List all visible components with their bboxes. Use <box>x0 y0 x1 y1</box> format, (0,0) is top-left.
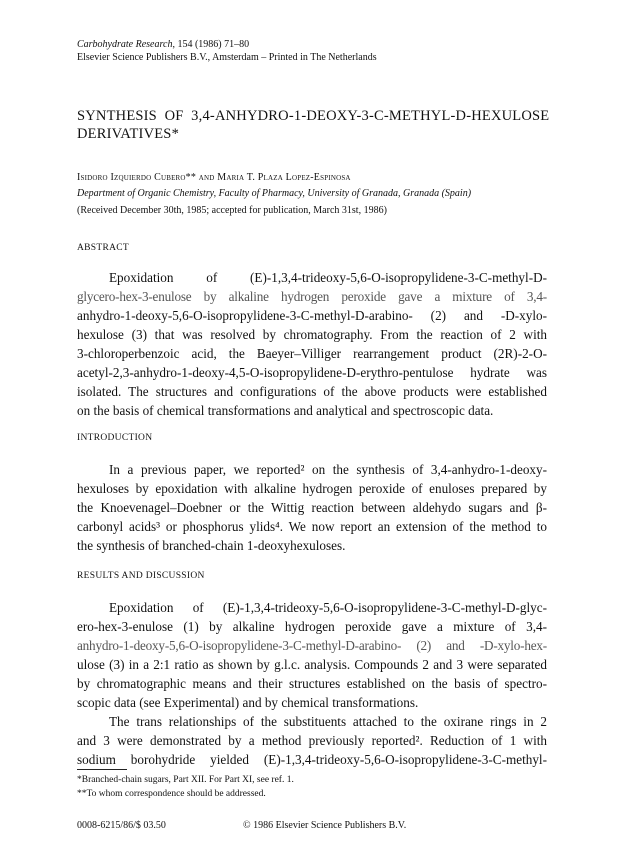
article-title <box>77 107 557 143</box>
footnote-1: *Branched-chain sugars, Part XII. For Part XI, see ref. 1. <box>77 775 294 785</box>
results-line: anhydro-1-deoxy-5,6-O-isopropylidene-3-C-methyl-D-arabino- (2) and -D-xylo-hex- <box>77 638 547 653</box>
journal-volume: , 154 (1986) 71–80 <box>172 39 250 50</box>
copyright-notice: © 1986 Elsevier Science Publishers B.V. <box>243 820 407 831</box>
results-body <box>77 598 547 769</box>
intro-line: the Knoevenagel–Doebner or the Wittig reaction between aldehydo sugars and β- <box>77 500 547 515</box>
results-line: by chromatographic means and their structures established on the basis of spectro- <box>77 676 547 691</box>
results-line: and 3 were demonstrated by a method previously reported². Reduction of 1 with <box>77 733 547 748</box>
results-line: sodium borohydride yielded (E)-1,3,4-trideoxy-5,6-O-isopropylidene-3-C-methyl- <box>77 752 547 767</box>
introduction-heading: INTRODUCTION <box>77 433 153 443</box>
abstract-line: glycero-hex-3-enulose by alkaline hydrogen peroxide gave a mixture of 3,4- <box>77 289 547 304</box>
abstract-line: acetyl-2,3-anhydro-1-deoxy-4,5-O-isopropylidene-D-erythro-pentulose hydrate was <box>77 365 547 380</box>
results-line: Epoxidation of (E)-1,3,4-trideoxy-5,6-O-isopropylidene-3-C-methyl-D-glyc- <box>109 600 547 615</box>
title-line-2: DERIVATIVES* <box>77 126 180 142</box>
results-line: ulose (3) in a 2:1 ratio as shown by g.l.c. analysis. Compounds 2 and 3 were separated <box>77 657 547 672</box>
abstract-body <box>77 268 547 420</box>
authors: Isidoro Izquierdo Cubero** and Maria T. Plaza Lopez-Espinosa <box>77 172 351 183</box>
intro-line: the synthesis of branched-chain 1-deoxyhexuloses. <box>77 538 346 553</box>
intro-line: In a previous paper, we reported² on the synthesis of 3,4-anhydro-1-deoxy- <box>109 462 547 477</box>
received-dates: (Received December 30th, 1985; accepted for publication, March 31st, 1986) <box>77 205 387 216</box>
abstract-line: anhydro-1-deoxy-5,6-O-isopropylidene-3-C-methyl-D-arabino- (2) and -D-xylo- <box>77 308 547 323</box>
issn-code: 0008-6215/86/$ 03.50 <box>77 820 166 831</box>
title-line-1: SYNTHESIS OF 3,4-ANHYDRO-1-DEOXY-3-C-METHYL-D-HEXULOSE <box>77 108 550 124</box>
results-line: The trans relationships of the substituents attached to the oxirane rings in 2 <box>109 714 547 729</box>
results-heading: RESULTS AND DISCUSSION <box>77 571 205 581</box>
intro-line: carbonyl acids³ or phosphorus ylids⁴. We now report an extension of the method to <box>77 519 547 534</box>
abstract-line: 3-chloroperbenzoic acid, the Baeyer–Villiger rearrangement product (2R)-2-O- <box>77 346 547 361</box>
footnote-2: **To whom correspondence should be addressed. <box>77 789 266 799</box>
footnote-rule <box>77 769 127 770</box>
abstract-line: isolated. The structures and configurations of the above products were established <box>77 384 547 399</box>
introduction-body <box>77 460 547 555</box>
abstract-line: Epoxidation of (E)-1,3,4-trideoxy-5,6-O-isopropylidene-3-C-methyl-D- <box>109 270 547 285</box>
results-line: scopic data (see Experimental) and by chemical transformations. <box>77 695 419 710</box>
affiliation: Department of Organic Chemistry, Faculty of Pharmacy, University of Granada, Granada (Spain) <box>77 188 472 199</box>
journal-citation <box>77 38 249 51</box>
publisher-line: Elsevier Science Publishers B.V., Amsterdam – Printed in The Netherlands <box>77 52 377 63</box>
abstract-line: hexulose (3) that was resolved by chromatography. From the reaction of 2 with <box>77 327 547 342</box>
abstract-heading: ABSTRACT <box>77 243 130 253</box>
intro-line: hexuloses by epoxidation with alkaline hydrogen peroxide of enuloses prepared by <box>77 481 547 496</box>
results-line: ero-hex-3-enulose (1) by alkaline hydrogen peroxide gave a mixture of 3,4- <box>77 619 547 634</box>
abstract-line: on the basis of chemical transformations and analytical and spectroscopic data. <box>77 403 494 418</box>
journal-name: Carbohydrate Research <box>77 39 173 50</box>
